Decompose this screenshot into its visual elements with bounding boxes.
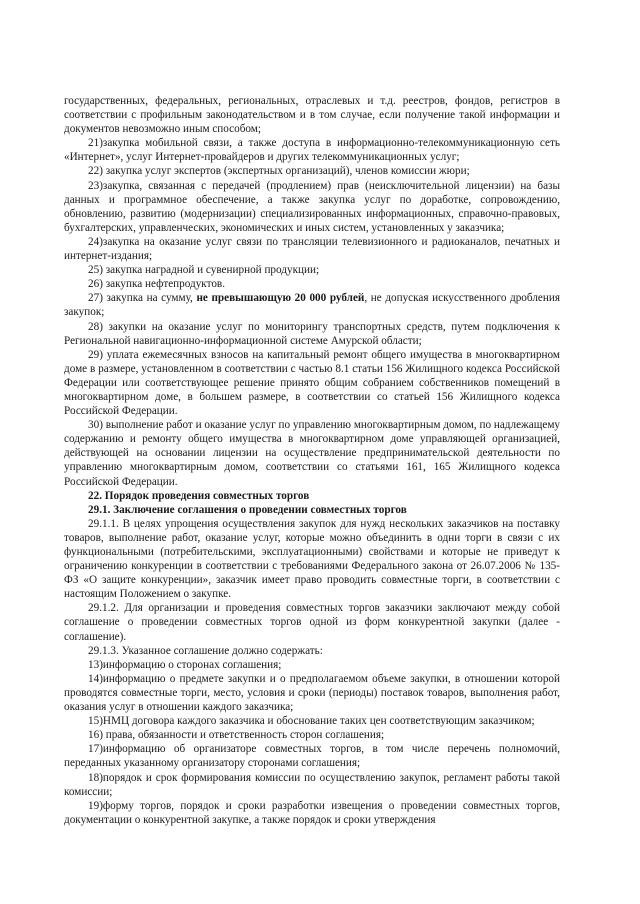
paragraph-29-1-2: 29.1.2. Для организации и проведения совместных торгов заказчики заключают между собой соглашение о проведении совместных торгов одной из форм конкурентной закупки (далее - соглашение). — [64, 602, 560, 643]
list-item-19-tender-form: 19)форму торгов, порядок и сроки разработки извещения о проведении совместных торгов, документации о конкурентной закупке, а также порядок и сроки утверждения — [64, 799, 560, 826]
paragraph-29-1-1: 29.1.1. В целях упрощения осуществления закупок для нужд нескольких заказчиков на поставку товаров, выполнение работ, оказание услуг, которые можно объединить в одни торги в связи с их функциональными (потребительскими, эксплуатационными) свойствами и которые не приведут к ограничению конкуренции в соответствии с требованиями Федерального закона от 26.07.2006 № 135-ФЗ «О защите конкуренции», заказчик имеет право проводить совместные торги, в соответствии с настоящим Положением о закупке. — [64, 517, 560, 601]
list-item-13-parties: 13)информацию о сторонах соглашения; — [88, 658, 282, 671]
paragraph-item-25-souvenirs: 25) закупка наградной и сувенирной продукции; — [88, 264, 320, 277]
section-heading-joint-tenders: 22. Порядок проведения совместных торгов — [88, 489, 310, 502]
paragraph-item-24-broadcasting: 24)закупка на оказание услуг связи по трансляции телевизионного и радиоканалов, печатных и интернет-издания; — [64, 235, 560, 263]
list-item-18-commission: 18)порядок и срок формирования комиссии по осуществлению закупок, регламент работы такой комиссии; — [64, 771, 560, 798]
list-item-16-rights: 16) права, обязанности и ответственность сторон соглашения; — [88, 729, 385, 742]
paragraph-item-27-amount-limit — [64, 291, 560, 319]
list-item-17-organizer: 17)информацию об организаторе совместных торгов, в том числе перечень полномочий, переданных указанному организатору сторонами соглашения; — [64, 743, 560, 770]
paragraph-item-28-monitoring: 28) закупки на оказание услуг по мониторингу транспортных средств, путем подключения к Региональной навигационно-информационной системе Амурской области; — [64, 320, 560, 347]
subsection-heading-29-1: 29.1. Заключение соглашения о проведении совместных торгов — [88, 503, 407, 516]
list-item-14-subject: 14)информацию о предмете закупки и о предполагаемом объеме закупки, в отношении которой проводятся совместные торги, место, условия и сроки (периоды) поставок товаров, выполнения работ, оказания услуг в отношении каждого заказчика; — [64, 672, 560, 714]
item-27-suffix: , не допуская искусственного дробления закупок; — [64, 292, 560, 319]
paragraph-item-21-mobile-communication: 21)закупка мобильной связи, а также доступа в информационно-телекоммуникационную сеть «Интернет», услуг Интернет-провайдеров и других телекоммуникационных услуг; — [64, 137, 560, 164]
item-27-prefix: 27) закупка на сумму, — [88, 292, 197, 305]
paragraph-registries-continuation: государственных, федеральных, региональных, отраслевых и т.д. реестров, фондов, регистров в соответствии с профильным законодательством и в том случае, если получение такой информации и документов невозможно иным способом; — [64, 95, 560, 136]
paragraph-item-23-licenses: 23)закупка, связанная с передачей (продлением) прав (неисключительной лицензии) на базы данных и программное обеспечение, а также закупка услуг по доработке, сопровождению, обновлению, развитию (модернизации) специализированных информационных, справочно-правовых, бухгалтерских, управленческих, экономических и иных систем, установленных у заказчика; — [64, 179, 560, 234]
item-27-bold-amount: не превышающую 20 000 рублей — [196, 292, 365, 305]
list-item-15-nmc: 15)НМЦ договора каждого заказчика и обоснование таких цен соответствующим заказчиком; — [88, 715, 535, 728]
paragraph-29-1-3: 29.1.3. Указанное соглашение должно содержать: — [88, 644, 323, 657]
paragraph-item-22-experts: 22) закупка услуг экспертов (экспертных организаций), членов комиссии жюри; — [88, 165, 470, 178]
paragraph-item-29-capital-repair: 29) уплата ежемесячных взносов на капитальный ремонт общего имущества в многоквартирном доме в размере, установленном в соответствии с частью 8.1 статьи 156 Жилищного кодекса Российской Федерации или соответствующее решение принято общим собранием собственников помещений в многоквартирном доме, в большем размере, в соответствии со статьей 156 Жилищного кодекса Российской Федерации. — [64, 348, 560, 418]
document-page — [64, 94, 560, 827]
paragraph-item-26-petroleum: 26) закупка нефтепродуктов. — [88, 278, 226, 291]
paragraph-item-30-building-management: 30) выполнение работ и оказание услуг по управлению многоквартирным домом, по надлежащему содержанию и ремонту общего имущества в многоквартирном доме управляющей организацией, действующей на основании лицензии на осуществление предпринимательской деятельности по управлению многоквартирным домом, соответствии со статьями 161, 165 Жилищного кодекса Российской Федерации. — [64, 419, 560, 488]
